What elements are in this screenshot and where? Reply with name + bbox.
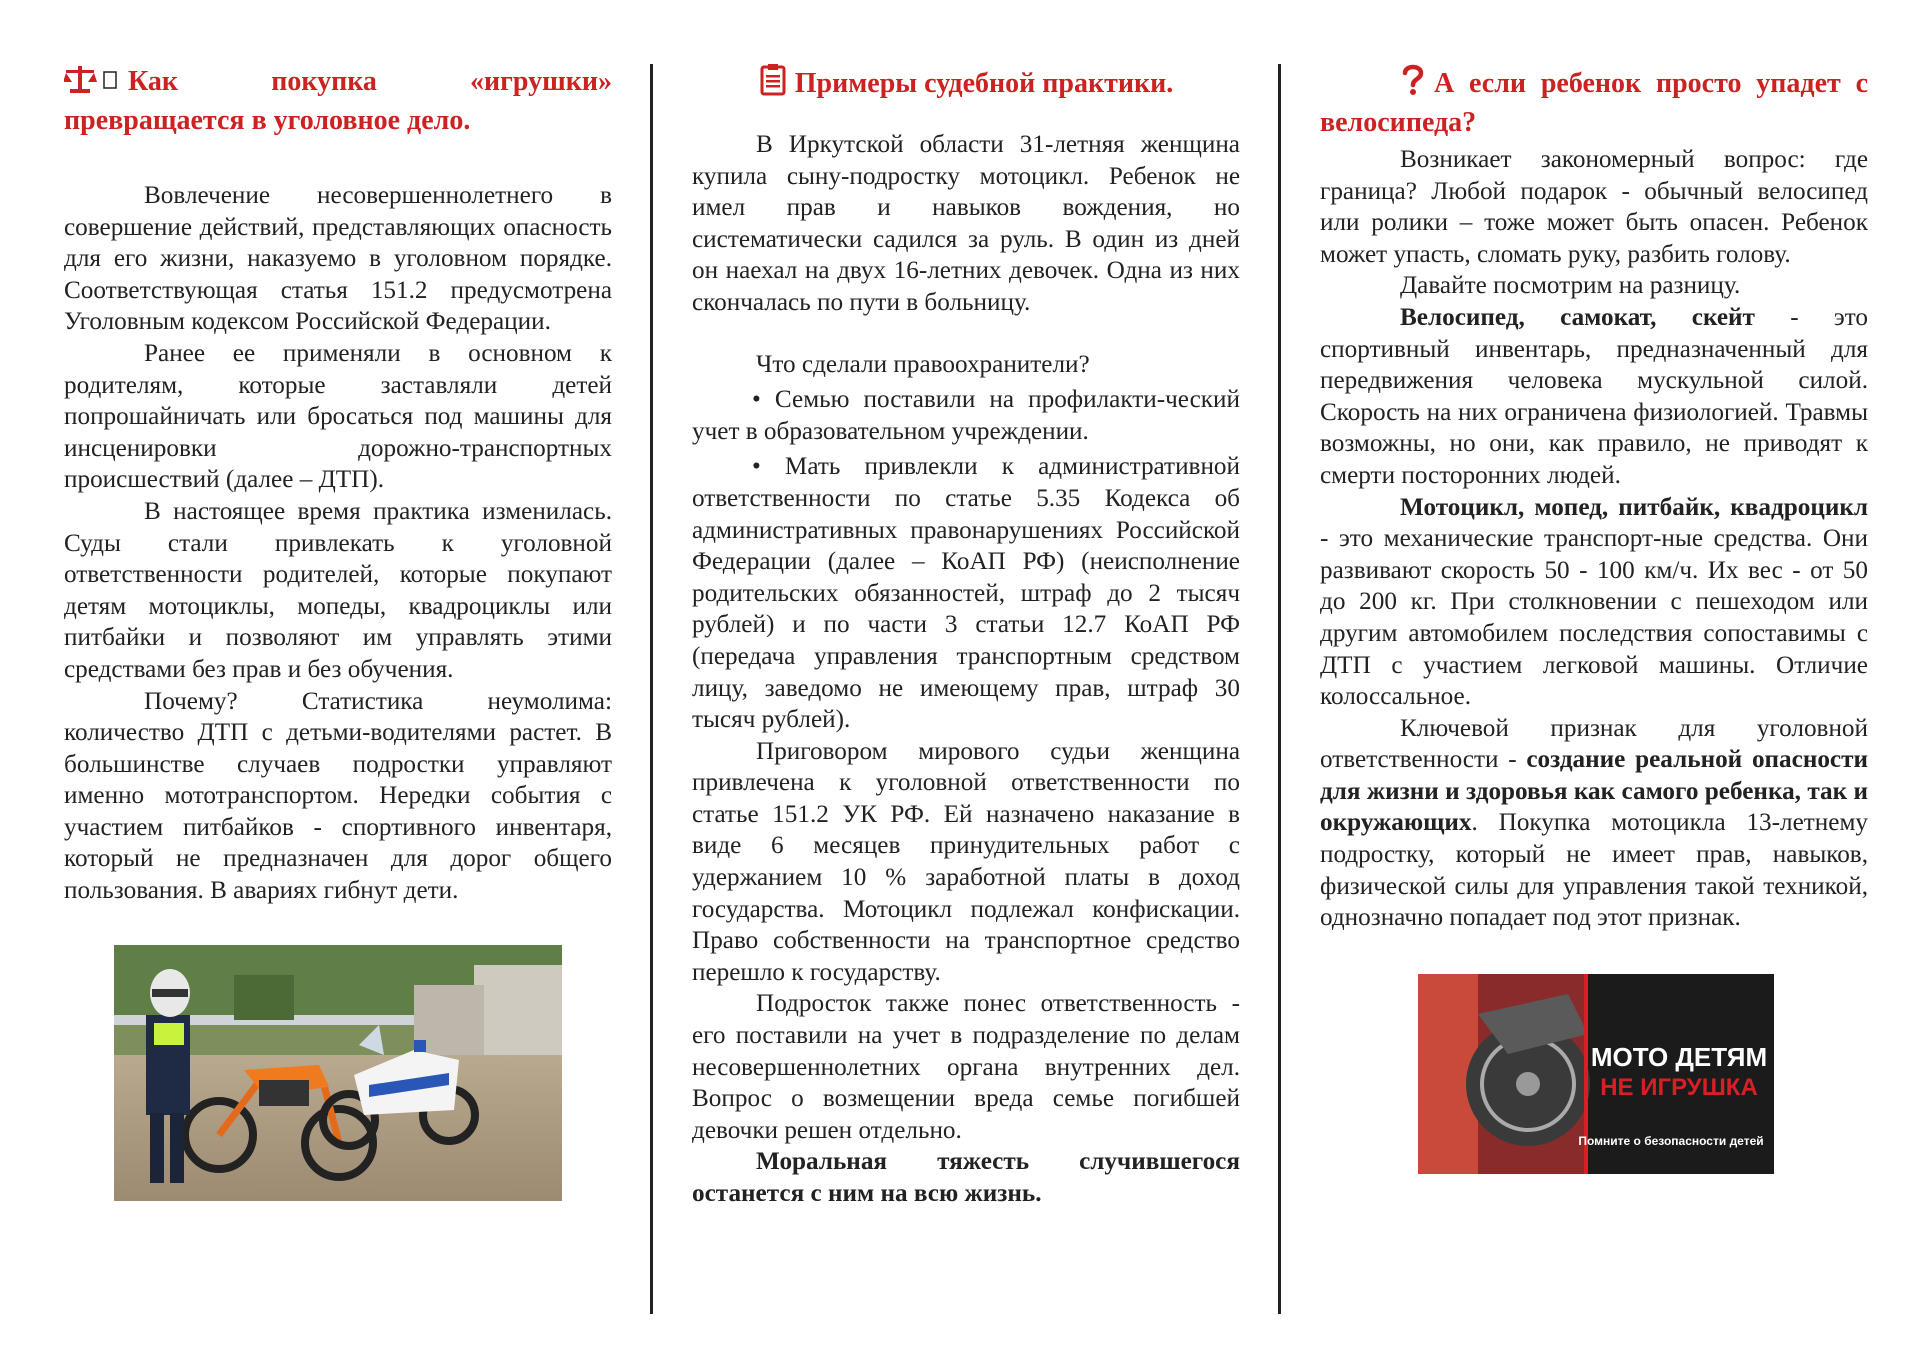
paragraph: В настоящее время практика изменилась. Суды стали привлекать к уголовной ответственности родителей, которые покупают детям мотоциклы, мопеды, квадроциклы или питбайки и позволяют им управлять этими средствами без прав и без обучения. — [64, 497, 612, 683]
paragraph: Приговором мирового судьи женщина привлечена к уголовной ответственности по статье 151.2 УК РФ. Ей назначено наказание в виде 6 месяцев принудительных работ с удержанием 10 % заработной платы в доход государства. Мотоцикл подлежал конфискации. Право собственности на транспортное средство перешло к государству. — [692, 737, 1240, 986]
heading-text: Как покупка «игрушки» превращается в уголовное дело. — [64, 66, 612, 136]
bold-term: Велосипед, самокат, скейт — [1400, 303, 1755, 331]
bullet-item: • Семью поставили на профилакти-ческий учет в образовательном учреждении. — [692, 386, 1240, 445]
paragraph: В Иркутской области 31-летняя женщина купила сыну-подростку мотоцикл. Ребенок не имел прав и навыков вождения, но систематически садился за руль. В один из дней он наехал на двух 16-летних девочек. Одна из них скончалась по пути в больницу. — [692, 131, 1240, 316]
heading-text: Примеры судебной практики. — [794, 68, 1174, 99]
heading-bicycle-question — [1320, 64, 1868, 140]
bullet-item: • Мать привлекли к административной ответственности по статье 5.35 Кодекса об административных правонарушениях Российской Федерации (далее – КоАП РФ) (неисполнение родительских обязанностей, штраф до 2 тысяч рублей) и по части 3 статьи 12.7 КоАП РФ (передача управления транспортным средством лицу, заведомо не имеющему прав, штраф 30 тысяч рублей). — [692, 453, 1240, 734]
column-divider — [650, 64, 653, 1314]
heading-text: А если ребенок просто упадет с велосипеда? — [1320, 68, 1868, 138]
paragraph: Почему? Статистика неумолима: количество ДТП с детьми-водителями растет. В большинстве случаев подростки управляют именно мототранспортом. Нередки события с участием питбайков - спортивного инвентаря, который не предназначен для дорог общего пользования. В авариях гибнут дети. — [64, 687, 612, 905]
paragraph: Ранее ее применяли в основном к родителям, которые заставляли детей попрошайничать или бросаться под машины для инсценировки дорожно-транспортных происшествий (далее – ДТП). — [64, 339, 612, 494]
heading-court-practice — [692, 64, 1240, 105]
paragraph: Возникает закономерный вопрос: где граница? Любой подарок - обычный велосипед или ролики – тоже может быть опасен. Ребенок может упасть, сломать руку, разбить голову. — [1320, 146, 1868, 268]
bold-term: создание реальной опасности для жизни и здоровья как самого ребенка, так и окружающих — [1320, 746, 1868, 837]
photo-police-motorcycles — [114, 945, 562, 1201]
banner-line-1: МОТО ДЕТЯМ — [1590, 1041, 1768, 1072]
paragraph-text: - это спортивный инвентарь, предназначенный для передвижения человека мускульной силой. Скорость на них ограничена физиологией. Травмы возможны, но они, как правило, не приводят к смерти посторонних людей. — [1320, 303, 1868, 489]
scales-icon — [64, 64, 120, 103]
paragraph: Вовлечение несовершеннолетнего в совершение действий, представляющих опасность для его жизни, наказуемо в уголовном порядке. Соответствующая статья 151.2 предусмотрена Уголовным кодексом Российской Федерации. — [64, 182, 612, 336]
paragraph — [1320, 302, 1868, 492]
heading-toy-purchase — [64, 64, 612, 138]
question: Что сделали правоохранители? — [756, 350, 1090, 378]
banner-line-3: Помните о безопасности детей — [1578, 1133, 1764, 1148]
paragraph: Подросток также понес ответственность - его поставили на учет в подразделение по делам несовершеннолетних органа внутренних дел. Вопрос о возмещении вреда семье погибшей девочки решен отдельно. — [692, 990, 1240, 1144]
banner-line-2: НЕ ИГРУШКА — [1600, 1073, 1758, 1101]
paragraph-text: . Покупка мотоцикла 13-летнему подростку, который не имеет прав, навыков, физической силы для управления такой техникой, однозначно попадает под этот признак. — [1320, 809, 1868, 932]
paragraph-text: - это механические транспорт-ные средства. Они развивают скорость 50 - 100 км/ч. Их вес - от 50 до 200 кг. При столкновении с пешеходом или другим автомобилем последствия сопоставимы с ДТП с участием легковой машины. Отличие колоссальное. — [1320, 525, 1868, 711]
document-icon — [759, 64, 787, 105]
bold-conclusion: Моральная тяжесть случившегося останется с ним на всю жизнь. — [692, 1148, 1240, 1207]
paragraph — [692, 1146, 1240, 1209]
question-mark-icon — [1400, 64, 1426, 105]
paragraph: Давайте посмотрим на разницу. — [1400, 272, 1741, 300]
paragraph — [1320, 492, 1868, 713]
column-divider — [1278, 64, 1281, 1314]
column-middle — [692, 64, 1240, 1210]
paragraph-text: Ключевой признак для уголовной ответственности - — [1320, 714, 1868, 774]
column-right — [1320, 64, 1868, 1174]
paragraph — [1320, 713, 1868, 934]
bold-term: Мотоцикл, мопед, питбайк, квадроцикл — [1400, 493, 1868, 521]
column-left — [64, 64, 612, 1201]
banner-moto-not-toy — [1418, 974, 1774, 1174]
